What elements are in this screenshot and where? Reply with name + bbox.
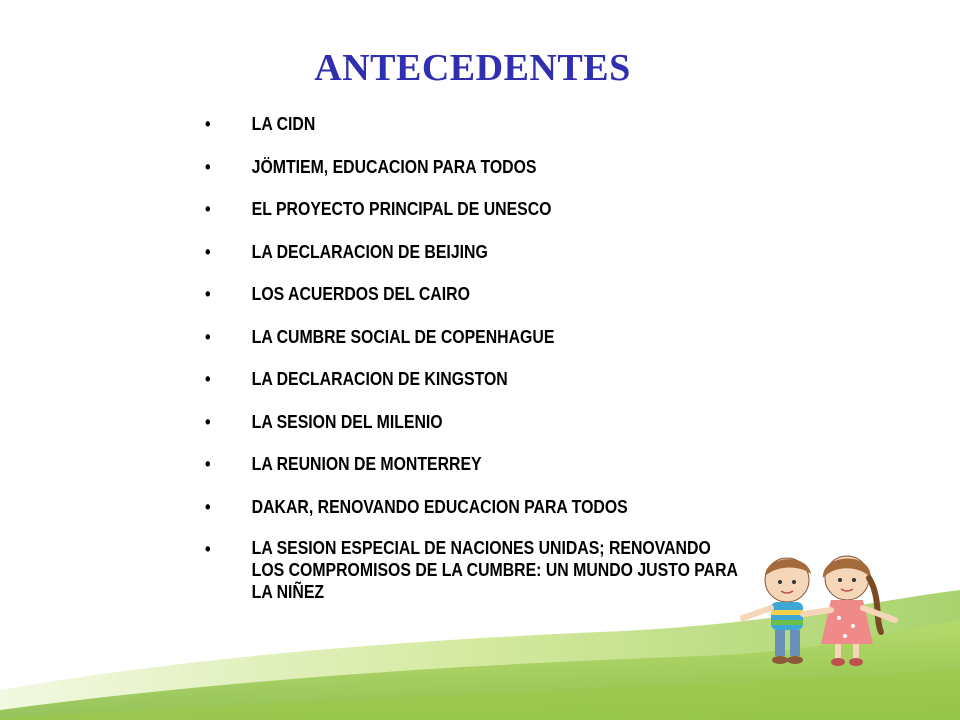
list-item: • LA DECLARACION DE BEIJING xyxy=(205,241,488,262)
list-item: • LA SESION DEL MILENIO xyxy=(205,411,443,432)
bullet-dot: • xyxy=(205,454,211,474)
bullet-dot: • xyxy=(205,326,211,347)
bullet-dot: • xyxy=(205,496,211,517)
list-item: • EL PROYECTO PRINCIPAL DE UNESCO xyxy=(205,199,552,219)
slide-title: ANTECEDENTES xyxy=(314,47,631,89)
list-item: • JÖMTIEM, EDUCACION PARA TODOS xyxy=(205,156,537,177)
list-item: • LA CIDN xyxy=(205,114,316,134)
list-item: • LA DECLARACION DE KINGSTON xyxy=(205,369,508,389)
bullet-dot: • xyxy=(205,241,211,262)
bullet-dot: • xyxy=(205,114,211,134)
bullet-dot: • xyxy=(205,284,211,304)
bullet-dot: • xyxy=(205,411,211,432)
list-item: • DAKAR, RENOVANDO EDUCACION PARA TODOS xyxy=(205,496,628,517)
list-item: • LA SESION ESPECIAL DE NACIONES UNIDAS; RENOVANDO LOS COMPROMISOS DE LA CUMBRE: UN MUNDO JUSTO PARA LA NIÑEZ xyxy=(205,538,738,602)
bullet-dot: • xyxy=(205,156,211,177)
list-item: • LA CUMBRE SOCIAL DE COPENHAGUE xyxy=(205,326,555,347)
bullet-dot: • xyxy=(205,539,211,559)
bullet-list xyxy=(205,112,765,622)
list-item: • LOS ACUERDOS DEL CAIRO xyxy=(205,284,470,304)
list-item: • LA REUNION DE MONTERREY xyxy=(205,454,482,474)
bullet-dot: • xyxy=(205,369,211,389)
bullet-dot: • xyxy=(205,199,211,219)
